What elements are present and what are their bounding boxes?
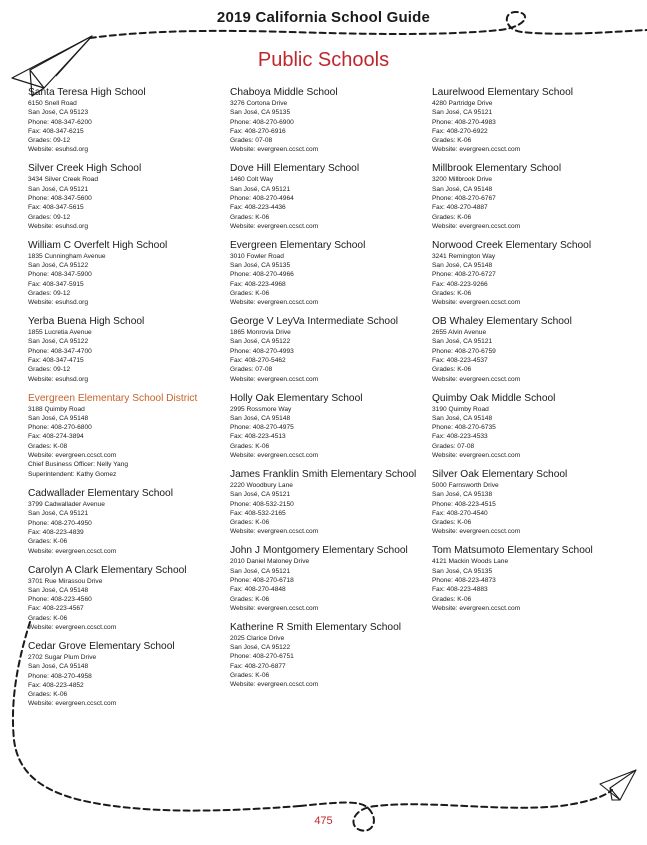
school-detail-line: Phone: 408-347-4700 [28,347,92,355]
school-entry [432,162,632,238]
school-detail-line: 2220 Woodbury Lane [230,481,293,489]
school-detail-line: Phone: 408-270-4950 [28,519,92,527]
school-detail-line: Phone: 408-270-6800 [28,424,92,432]
school-entry [230,86,430,162]
school-detail-line: Phone: 408-270-4975 [230,424,294,432]
school-detail-line: 2010 Daniel Maloney Drive [230,558,310,566]
school-detail-line: Phone: 408-270-4966 [230,271,294,279]
school-entry [230,315,430,391]
school-website: Website: evergreen.ccsct.com [28,452,117,460]
school-detail-line: San José, CA 95122 [230,644,291,652]
school-website: Website: esuhsd.org [28,375,88,383]
school-detail-line: Fax: 408-270-4540 [432,509,488,517]
school-entry [28,86,228,162]
school-entry [28,315,228,391]
school-entry [432,544,632,620]
school-name: Chaboya Middle School [230,87,338,98]
school-detail-line: Fax: 408-270-6916 [230,127,286,135]
school-detail-line: 1835 Cunningham Avenue [28,252,106,260]
school-name: Millbrook Elementary School [432,163,562,175]
school-entry [28,564,228,640]
school-detail-line: 3434 Silver Creek Road [28,176,99,184]
school-detail-line: Fax: 408-223-4533 [432,433,488,441]
school-detail-line: Phone: 408-270-4983 [432,118,496,126]
school-entry [230,162,430,238]
school-detail-line: Phone: 408-270-4964 [230,194,294,202]
school-detail-line: Grades: K-06 [432,213,472,221]
school-detail-line: 3276 Cortona Drive [230,100,288,107]
school-detail-line: Grades: K-06 [432,289,472,297]
school-detail-line: San José, CA 95148 [432,262,493,270]
school-name: OB Whaley Elementary School [432,316,572,328]
school-detail-line: Fax: 408-270-6922 [432,127,488,135]
school-website: Website: esuhsd.org [28,299,88,307]
school-detail-line: Phone: 408-223-4515 [432,500,496,508]
school-website: Website: evergreen.ccsct.com [230,299,319,307]
school-detail-line: Grades: K-08 [28,442,68,450]
school-website: Website: evergreen.ccsct.com [28,547,117,555]
school-detail-line: San José, CA 95135 [230,262,291,270]
school-detail-line: Grades: K-06 [230,519,270,527]
school-entry [230,544,430,620]
school-website: Website: evergreen.ccsct.com [230,222,319,230]
school-detail-line: Grades: K-06 [432,366,472,374]
school-name: Santa Teresa High School [28,87,146,98]
school-name: Cadwallader Elementary School [28,488,173,500]
school-detail-line: San José, CA 95148 [432,185,493,193]
school-name: Dove Hill Elementary School [230,163,360,175]
school-detail-line: Fax: 408-223-4513 [230,433,286,441]
school-detail-line: 1865 Monrovia Drive [230,329,291,337]
school-website: Website: evergreen.ccsct.com [432,375,521,383]
school-entry [432,392,632,468]
school-website: Website: evergreen.ccsct.com [432,604,521,612]
school-entry [28,162,228,238]
school-detail-line: Grades: K-06 [432,595,472,603]
school-name: John J Montgomery Elementary School [230,545,408,557]
school-detail-line: 1460 Colt Way [230,176,274,184]
school-detail-line: 1855 Lucretia Avenue [28,329,92,337]
school-detail-line: Grades: K-06 [432,137,472,145]
school-detail-line: San José, CA 95121 [230,567,291,575]
school-detail-line: Grades: K-06 [432,519,472,527]
school-detail-line: 2995 Rossmore Way [230,405,292,413]
school-detail-line: 2702 Sugar Plum Drive [28,653,97,661]
school-entry [230,621,430,697]
school-detail-line: Phone: 408-532-2150 [230,500,294,508]
school-detail-line: Grades: K-06 [28,614,68,622]
school-detail-line: Fax: 408-347-5915 [28,280,84,288]
column-2 [230,86,430,697]
school-website: Website: evergreen.ccsct.com [432,299,521,307]
school-detail-line: Chief Business Officer: Nelly Yang [28,461,129,469]
school-detail-line: 6150 Snell Road [28,100,77,107]
school-website: Website: evergreen.ccsct.com [230,375,319,383]
school-website: Website: evergreen.ccsct.com [28,700,117,708]
school-detail-line: Grades: K-06 [28,691,68,699]
school-detail-line: Grades: K-06 [230,289,270,297]
school-detail-line: Phone: 408-270-4993 [230,347,294,355]
school-detail-line: Phone: 408-347-5900 [28,271,92,279]
school-detail-line: Phone: 408-270-6735 [432,424,496,432]
school-website: Website: evergreen.ccsct.com [230,146,319,154]
school-detail-line: San José, CA 95121 [28,185,89,193]
school-website: Website: evergreen.ccsct.com [28,624,117,632]
school-detail-line: 4280 Partridge Drive [432,100,493,107]
school-name: James Franklin Smith Elementary School [230,468,417,480]
school-detail-line: Grades: 09-12 [28,137,71,145]
page-number: 475 [314,815,333,827]
school-detail-line: Fax: 408-347-6215 [28,127,84,135]
school-detail-line: Phone: 408-270-6751 [230,653,294,661]
school-website: Website: esuhsd.org [28,146,88,154]
school-detail-line: Fax: 408-223-4436 [230,204,286,212]
school-name: Norwood Creek Elementary School [432,239,592,251]
school-detail-line: Phone: 408-270-6718 [230,576,294,584]
school-detail-line: 3188 Quimby Road [28,405,85,413]
column-1 [28,86,228,716]
school-name: Carolyn A Clark Elementary School [28,564,187,576]
school-detail-line: 4121 Mackin Woods Lane [432,558,509,566]
school-detail-line: Fax: 408-223-4883 [432,586,488,594]
school-entry [432,86,632,162]
school-detail-line: San José, CA 95138 [432,491,493,499]
school-entry [28,392,228,488]
school-entry [230,468,430,544]
school-detail-line: Fax: 408-270-4887 [432,204,488,212]
school-entry [432,468,632,544]
school-detail-line: Grades: 09-12 [28,289,71,297]
school-detail-line: Fax: 408-532-2165 [230,509,286,517]
school-detail-line: Grades: K-06 [230,595,270,603]
school-detail-line: Grades: K-06 [230,671,270,679]
column-3 [432,86,632,621]
school-name: Katherine R Smith Elementary School [230,621,402,633]
school-detail-line: San José, CA 95121 [432,109,493,117]
school-name: Cedar Grove Elementary School [28,640,175,652]
school-name: Evergreen Elementary School [230,239,366,251]
school-detail-line: San José, CA 95148 [432,414,493,422]
school-entry [28,640,228,716]
school-detail-line: Fax: 408-223-4852 [28,681,84,689]
school-entry [432,315,632,391]
school-detail-line: Fax: 408-270-5462 [230,357,286,365]
school-detail-line: 2655 Alvin Avenue [432,329,487,337]
section-title: Public Schools [257,49,390,71]
school-name: Silver Creek High School [28,163,142,175]
school-name: Tom Matsumoto Elementary School [432,545,593,557]
school-website: Website: evergreen.ccsct.com [230,681,319,689]
school-detail-line: San José, CA 95121 [230,185,291,193]
school-website: Website: evergreen.ccsct.com [230,452,319,460]
school-detail-line: Phone: 408-270-6759 [432,347,496,355]
school-detail-line: Fax: 408-223-4537 [432,357,488,365]
school-website: Website: evergreen.ccsct.com [432,528,521,536]
school-website: Website: evergreen.ccsct.com [432,222,521,230]
school-website: Website: evergreen.ccsct.com [432,146,521,154]
school-detail-line: Fax: 408-274-3894 [28,433,84,441]
school-entry [28,487,228,563]
school-name: William C Overfelt High School [28,239,168,251]
school-detail-line: San José, CA 95148 [28,414,89,422]
school-detail-line: San José, CA 95122 [28,338,89,346]
school-detail-line: Grades: 09-12 [28,213,71,221]
school-detail-line: San José, CA 95148 [230,414,291,422]
school-detail-line: San José, CA 95121 [28,510,89,518]
school-detail-line: Superintendent: Kathy Gomez [28,470,117,478]
school-entry [28,239,228,315]
school-website: Website: evergreen.ccsct.com [432,452,521,460]
school-detail-line: Phone: 408-270-4958 [28,672,92,680]
district-name: Evergreen Elementary School District [28,392,198,404]
school-detail-line: 3701 Rue Mirassou Drive [28,577,103,585]
school-detail-line: 3241 Remington Way [432,252,496,260]
school-detail-line: 5000 Farnsworth Drive [432,481,499,489]
school-detail-line: San José, CA 95122 [28,262,89,270]
school-entry [432,239,632,315]
school-detail-line: San José, CA 95121 [432,338,493,346]
school-detail-line: Grades: 09-12 [28,366,71,374]
school-detail-line: Fax: 408-270-6877 [230,662,286,670]
school-detail-line: Fax: 408-223-4567 [28,605,84,613]
school-detail-line: Grades: K-06 [28,538,68,546]
school-detail-line: Grades: 07-08 [230,137,273,145]
school-name: George V LeyVa Intermediate School [230,316,399,328]
guide-title: 2019 California School Guide [216,9,431,26]
school-detail-line: San José, CA 95121 [230,491,291,499]
school-detail-line: Fax: 408-223-4968 [230,280,286,288]
school-name: Yerba Buena High School [28,316,145,328]
school-detail-line: 3010 Fowler Road [230,252,284,260]
school-entry [230,239,430,315]
school-website: Website: evergreen.ccsct.com [230,604,319,612]
school-detail-line: Phone: 408-347-6200 [28,118,92,126]
school-detail-line: Grades: K-06 [230,442,270,450]
school-detail-line: San José, CA 95123 [28,109,89,117]
school-detail-line: Phone: 408-270-6767 [432,194,496,202]
school-detail-line: San José, CA 95135 [432,567,493,575]
school-detail-line: San José, CA 95148 [28,663,89,671]
school-detail-line: 3200 Millbrook Drive [432,176,493,184]
school-detail-line: Fax: 408-223-9266 [432,280,488,288]
school-website: Website: evergreen.ccsct.com [230,528,319,536]
school-name: Holly Oak Elementary School [230,392,363,404]
school-detail-line: Phone: 408-270-6727 [432,271,496,279]
school-detail-line: 3190 Quimby Road [432,405,489,413]
school-website: Website: esuhsd.org [28,222,88,230]
school-name: Laurelwood Elementary School [432,87,574,98]
school-name: Silver Oak Elementary School [432,468,568,480]
school-detail-line: Fax: 408-347-5615 [28,204,84,212]
school-detail-line: Fax: 408-347-4715 [28,357,84,365]
school-detail-line: Fax: 408-223-4839 [28,529,84,537]
school-detail-line: Phone: 408-223-4873 [432,576,496,584]
school-detail-line: Grades: 07-08 [432,442,475,450]
school-name: Quimby Oak Middle School [432,392,556,404]
school-detail-line: Phone: 408-223-4560 [28,596,92,604]
school-detail-line: Phone: 408-347-5600 [28,194,92,202]
school-detail-line: Grades: K-06 [230,213,270,221]
school-detail-line: Phone: 408-270-6900 [230,118,294,126]
school-detail-line: 3799 Cadwallader Avenue [28,501,105,509]
school-entry [230,392,430,468]
paper-plane-icon-small [600,770,636,800]
school-detail-line: Fax: 408-270-4848 [230,586,286,594]
school-detail-line: San José, CA 95122 [230,338,291,346]
school-detail-line: San José, CA 95148 [28,586,89,594]
school-detail-line: Grades: 07-08 [230,366,273,374]
school-detail-line: San José, CA 95135 [230,109,291,117]
school-detail-line: 2025 Clarice Drive [230,634,285,642]
